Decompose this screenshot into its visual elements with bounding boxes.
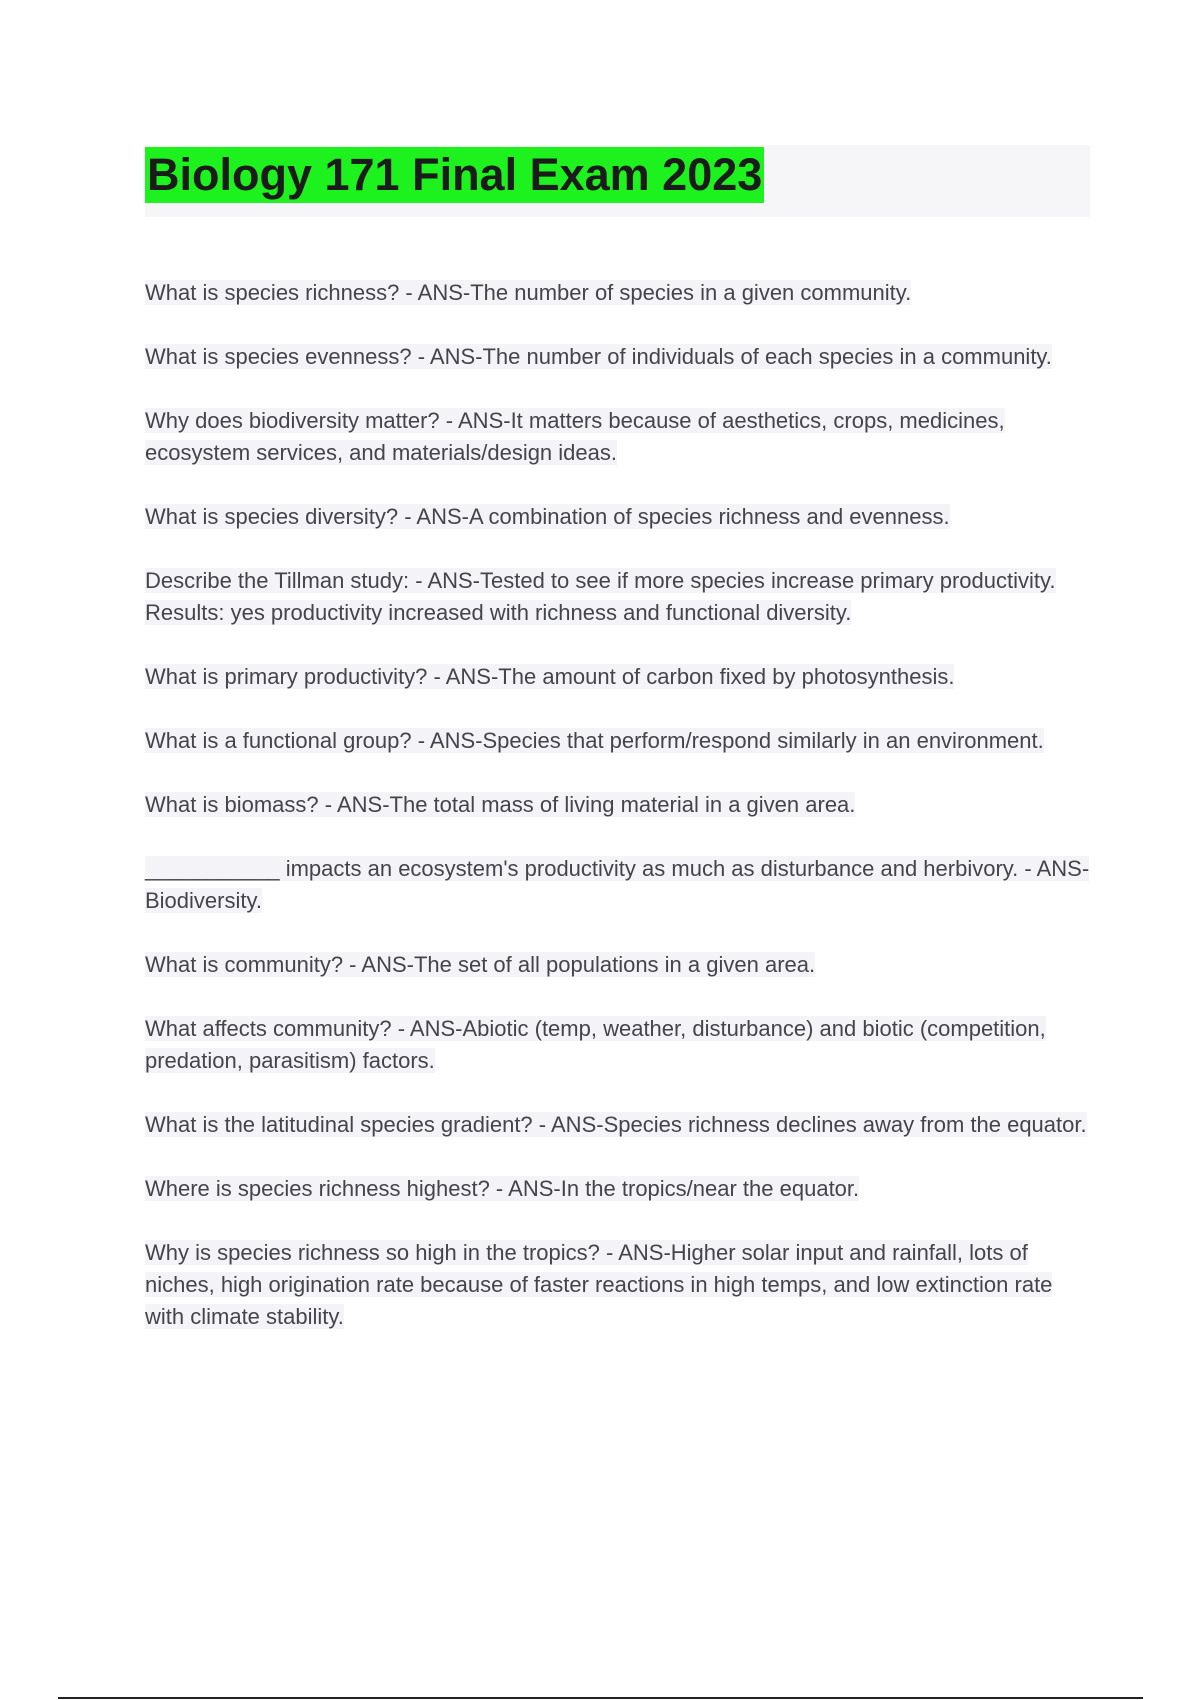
- document-page: [145, 145, 1090, 1365]
- qa-item: What is community? - ANS-The set of all populations in a given area.: [145, 952, 816, 977]
- qa-item: Describe the Tillman study: - ANS-Tested to see if more species increase primary productivity. Results: yes productivity increased with richness and functional diversity.: [145, 568, 1056, 625]
- qa-item: What is a functional group? - ANS-Species that perform/respond similarly in an environment.: [145, 728, 1044, 753]
- document-title: Biology 171 Final Exam 2023: [145, 147, 764, 203]
- qa-item: What affects community? - ANS-Abiotic (temp, weather, disturbance) and biotic (competition, predation, parasitism) factors.: [145, 1016, 1046, 1073]
- qa-item: What is biomass? - ANS-The total mass of living material in a given area.: [145, 792, 856, 817]
- qa-item: Where is species richness highest? - ANS-In the tropics/near the equator.: [145, 1176, 860, 1201]
- title-block: [145, 145, 1090, 217]
- qa-item: What is species evenness? - ANS-The number of individuals of each species in a community.: [145, 344, 1052, 369]
- qa-item: Why does biodiversity matter? - ANS-It matters because of aesthetics, crops, medicines, ecosystem services, and materials/design ideas.: [145, 408, 1005, 465]
- qa-item: What is species diversity? - ANS-A combination of species richness and evenness.: [145, 504, 950, 529]
- page-bottom-rule: [58, 1697, 1143, 1699]
- qa-list: [145, 277, 1090, 1333]
- qa-item: ___________ impacts an ecosystem's productivity as much as disturbance and herbivory. - ANS-Biodiversity.: [145, 856, 1090, 913]
- qa-item: What is primary productivity? - ANS-The amount of carbon fixed by photosynthesis.: [145, 664, 955, 689]
- qa-item: What is the latitudinal species gradient? - ANS-Species richness declines away from the equator.: [145, 1112, 1087, 1137]
- qa-item: Why is species richness so high in the tropics? - ANS-Higher solar input and rainfall, lots of niches, high origination rate because of faster reactions in high temps, and low extinction rate with climate stability.: [145, 1240, 1053, 1329]
- qa-item: What is species richness? - ANS-The number of species in a given community.: [145, 280, 912, 305]
